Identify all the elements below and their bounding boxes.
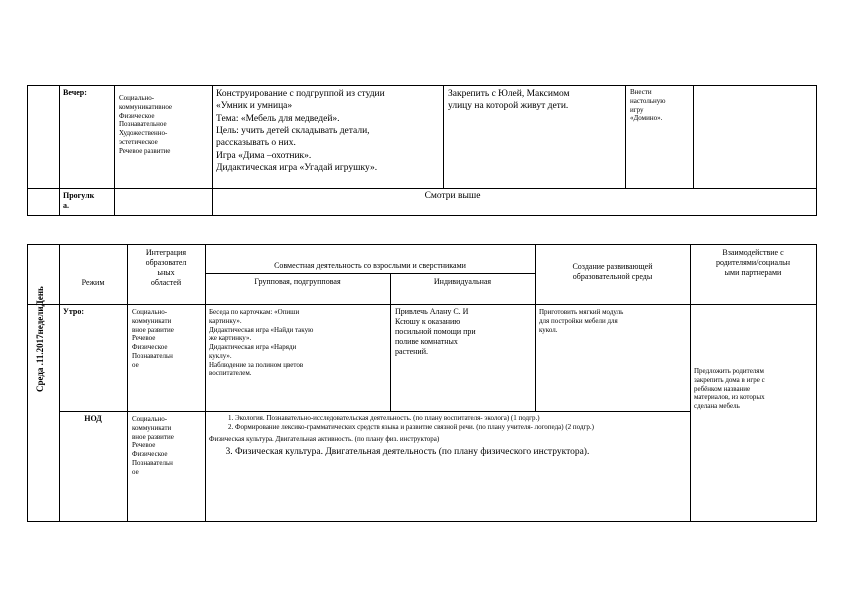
nod-item-ecology: 1. Экология. Познавательно-исследовательская деятельность. (по плану воспитателя- эколога) (1 подгр.) [235,414,687,423]
morning-environment: Приготовить мягкий модуль для постройки мебели для кукол. [539,308,624,334]
nod-label: НОД [84,414,102,423]
header-group: Групповая, подгрупповая [254,277,341,286]
morning-label: Утро: [63,307,85,316]
header-integration: Интеграция образовател ьных областей [145,248,187,287]
nod-item-physical: 3. Физическая культура. Двигательная деятельность (по плану физического инструктора). [235,446,687,458]
evening-integration: Социально- коммуникативное Физическое Познавательное Художественно- эстетическое Речевое развитие [119,94,173,155]
walk-label: Прогулк а. [63,191,95,210]
evening-environment: Внести настольную игру «Домино». [630,88,666,123]
see-above-text: Смотри выше [424,191,481,201]
nod-middle-line: Физическая культура. Двигательная активность. (по плану физ. инструктора) [209,434,440,443]
evening-label: Вечер: [63,88,87,97]
evening-individual-activity: Закрепить с Юлей, Максимом улицу на которой живут дети. [448,89,570,112]
morning-individual-activity: Привлечь Алану С. И Ксюшу к оказанию посильной помощи при поливе комнатных растений. [395,307,476,356]
header-individual: Индивидуальная [433,277,492,286]
nod-activities [209,414,687,458]
header-parents: Взаимодействие с родителями/социальн ыми партнерами [715,248,791,277]
header-joint-activity: Совместная деятельность со взрослыми и сверстниками [274,261,466,270]
morning-integration: Социально- коммуникати вное развитие Речевое Физическое Познавательн ое [132,308,174,369]
header-environment: Создание развивающей образовательной среды [572,262,653,281]
header-mode: Режим [81,278,105,287]
parents-interaction: Предложить родителям закрепить дома в игре с ребёнком название материалов, из которых сделана мебель [694,367,765,410]
day-date-label: Среда .11.2017неделиДень [35,286,45,392]
evening-group-activity: Конструирование с подгруппой из студии «Умник и умница» Тема: «Мебель для медведей». Цель: учить детей складывать детали, рассказывать о них. Игра «Дима –охотник». Дидактическая игра «Угадай игрушку». [216,89,385,174]
morning-group-activity: Беседа по карточкам: «Опиши картинку». Дидактическая игра «Найди такую же картинку». Дидактическая игра «Наряди куклу». Наблюдение за полином цветов воспитателем. [209,308,314,378]
nod-integration: Социально- коммуникати вное развитие Речевое Физическое Познавательн ое [132,415,174,476]
nod-item-speech: 2. Формирование лексико-грамматических средств языка и развитие связной речи. (по плану учителя- логопеда) (2 подгр.) [235,423,687,432]
